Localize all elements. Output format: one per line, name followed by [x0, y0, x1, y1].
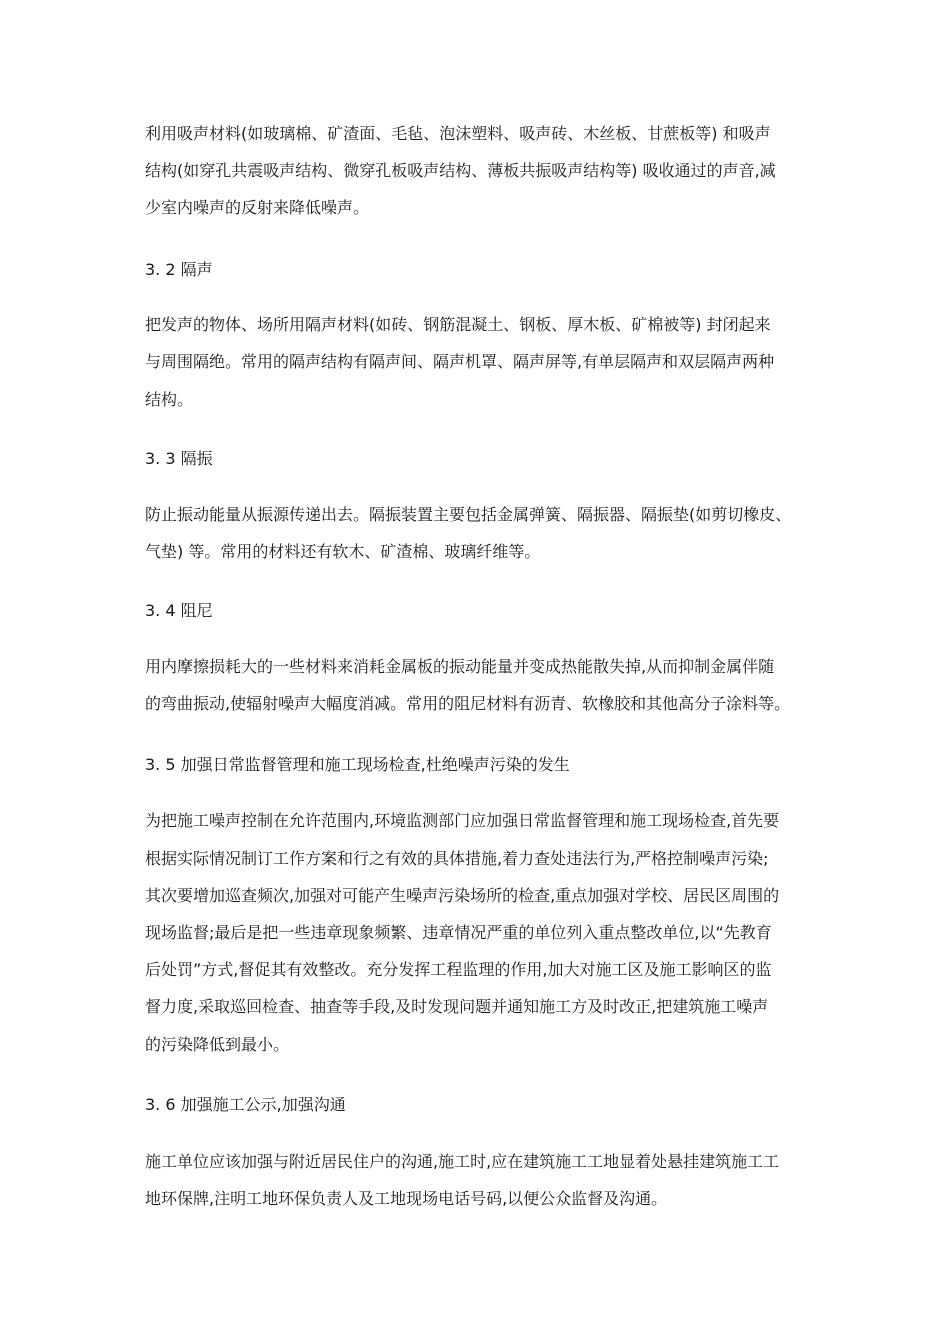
text-line: 结构。	[145, 390, 194, 409]
section-heading: 3. 3 隔振	[145, 449, 213, 468]
text-line: 用内摩擦损耗大的一些材料来消耗金属板的振动能量并变成热能散失掉,从而抑制金属伴随	[145, 657, 775, 676]
text-line: 把发声的物体、场所用隔声材料(如砖、钢筋混凝土、钢板、厚木板、矿棉被等) 封闭起来	[145, 315, 771, 334]
text-line: 少室内噪声的反射来降低噪声。	[145, 198, 370, 217]
section-heading: 3. 6 加强施工公示,加强沟通	[145, 1095, 346, 1114]
text-line: 与周围隔绝。常用的隔声结构有隔声间、隔声机罩、隔声屏等,有单层隔声和双层隔声两种	[145, 352, 775, 371]
section-heading: 3. 2 隔声	[145, 260, 213, 279]
section-heading: 3. 5 加强日常监督管理和施工现场检查,杜绝噪声污染的发生	[145, 755, 570, 774]
text-line: 施工单位应该加强与附近居民住户的沟通,施工时,应在建筑施工工地显着处悬挂建筑施工工	[145, 1152, 780, 1171]
text-line: 的弯曲振动,使辐射噪声大幅度消减。常用的阻尼材料有沥青、软橡胶和其他高分子涂料等。	[145, 694, 791, 713]
text-line: 结构(如穿孔共震吸声结构、微穿孔板吸声结构、薄板共振吸声结构等) 吸收通过的声音,减	[145, 161, 776, 180]
text-line: 现场监督;最后是把一些违章现象频繁、违章情况严重的单位列入重点整改单位,以“先教育	[145, 923, 772, 942]
text-line: 利用吸声材料(如玻璃棉、矿渣面、毛毡、泡沫塑料、吸声砖、木丝板、甘蔗板等) 和吸声	[145, 124, 771, 143]
section-heading: 3. 4 阻尼	[145, 601, 213, 620]
text-line: 督力度,采取巡回检查、抽查等手段,及时发现问题并通知施工方及时改正,把建筑施工噪声	[145, 997, 769, 1016]
text-line: 后处罚”方式,督促其有效整改。充分发挥工程监理的作用,加大对施工区及施工影响区的监	[145, 960, 772, 979]
text-line: 气垫) 等。常用的材料还有软木、矿渣棉、玻璃纤维等。	[145, 542, 541, 561]
text-line: 地环保牌,注明工地环保负责人及工地现场电话号码,以便公众监督及沟通。	[145, 1189, 668, 1208]
text-line: 其次要增加巡查频次,加强对可能产生噪声污染场所的检查,重点加强对学校、居民区周围的	[145, 886, 780, 905]
text-line: 根据实际情况制订工作方案和行之有效的具体措施,着力查处违法行为,严格控制噪声污染;	[145, 849, 769, 868]
text-line: 防止振动能量从振源传递出去。隔振装置主要包括金属弹簧、隔振器、隔振垫(如剪切橡皮、	[145, 505, 792, 524]
text-line: 为把施工噪声控制在允许范围内,环境监测部门应加强日常监督管理和施工现场检查,首先要	[145, 811, 780, 830]
text-line: 的污染降低到最小。	[145, 1035, 290, 1054]
